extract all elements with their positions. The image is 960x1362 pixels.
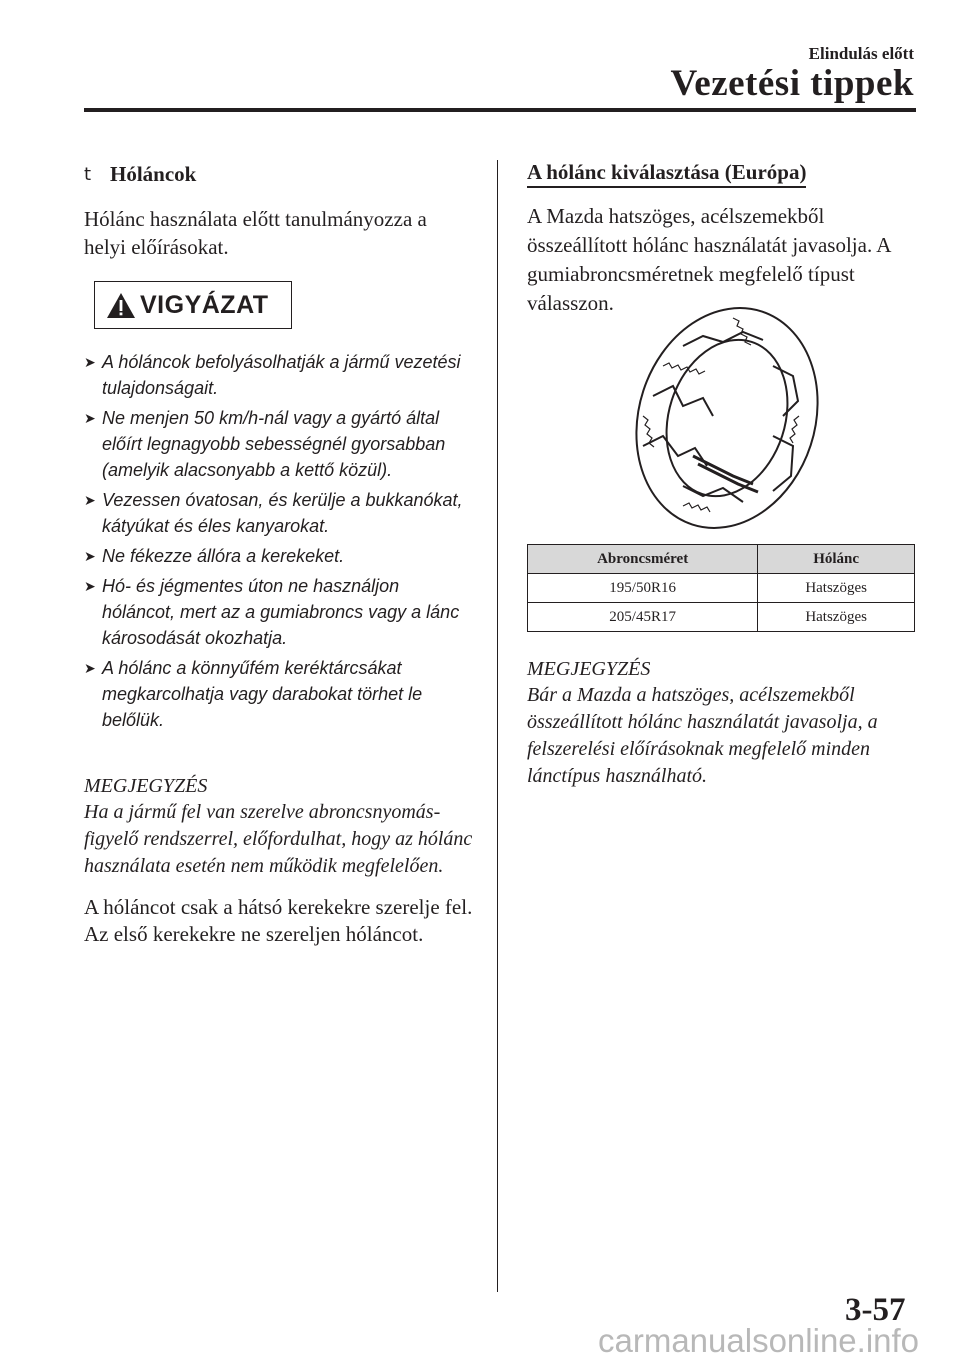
column-divider	[497, 160, 498, 1292]
column-header: Abroncsméret	[528, 545, 758, 574]
table-cell: 195/50R16	[528, 574, 758, 603]
note-title: MEGJEGYZÉS	[527, 658, 651, 680]
caution-item-text: Ne menjen 50 km/h-nál vagy a gyártó által előírt legnagyobb sebességnél gyorsabban (amelyik alacsonyabb a kettő közül).	[102, 408, 446, 480]
caution-box	[94, 281, 292, 329]
note-text: Bár a Mazda a hatszöges, acélszemekből összeállított hólánc használatát javasolja, a felszerelési előírásoknak megfelelő minden lánctípus használható.	[527, 684, 878, 787]
column-header: Hólánc	[758, 545, 915, 574]
arrow-bullet-icon: ➤	[84, 410, 96, 426]
caution-item-text: A hólánc a könnyűfém keréktárcsákat megkarcolhatja vagy darabokat törhet le belőlük.	[102, 658, 423, 730]
table-cell: Hatszöges	[758, 574, 915, 603]
right-note	[527, 656, 927, 790]
table-row	[528, 574, 915, 603]
paragraph-front-wheels: Az első kerekekre ne szereljen hóláncot.	[84, 922, 424, 946]
caution-item	[84, 573, 474, 651]
arrow-bullet-icon: ➤	[84, 578, 96, 594]
arrow-bullet-icon: ➤	[84, 548, 96, 564]
right-column	[527, 160, 917, 318]
caution-item	[84, 543, 474, 569]
table-header-row	[528, 545, 915, 574]
paragraph-rear-wheels: A hóláncot csak a hátsó kerekekre szerelje fel.	[84, 895, 473, 919]
left-column	[84, 160, 474, 948]
selection-paragraph: A Mazda hatszöges, acélszemekből összeállított hólánc használatát javasolja. A gumiabroncsméretnek megfelelő típust válasszon.	[527, 204, 891, 315]
section-heading	[84, 162, 474, 187]
arrow-bullet-icon: ➤	[84, 660, 96, 676]
note-text: Ha a jármű fel van szerelve abroncsnyomás-figyelő rendszerrel, előfordulhat, hogy az hólánc használata esetén nem működik megfelelően.	[84, 801, 473, 877]
section-heading-text: Hóláncok	[110, 162, 197, 186]
note-title: MEGJEGYZÉS	[84, 775, 208, 797]
snow-chain-illustration	[623, 306, 823, 532]
page-number: 3-57	[845, 1292, 906, 1328]
subsection-heading: A hólánc kiválasztása (Európa)	[527, 160, 806, 188]
table-row	[528, 603, 915, 632]
caution-item-text: Hó- és jégmentes úton ne használjon hóláncot, mert az a gumiabroncs vagy a lánc károsodását okozhatja.	[102, 576, 460, 648]
caution-item-text: Vezessen óvatosan, és kerülje a bukkanókat, kátyúkat és éles kanyarokat.	[102, 490, 463, 536]
caution-item	[84, 405, 474, 483]
page-title: Vezetési tippek	[670, 63, 914, 104]
table-cell: Hatszöges	[758, 603, 915, 632]
header-rule	[84, 108, 916, 112]
table-cell: 205/45R17	[528, 603, 758, 632]
caution-list	[84, 349, 474, 733]
arrow-bullet-icon: ➤	[84, 354, 96, 370]
caution-item	[84, 349, 474, 401]
header-section-label: Elindulás előtt	[808, 44, 914, 63]
caution-item	[84, 487, 474, 539]
tire-chain-table	[527, 544, 915, 632]
section-marker: t	[84, 164, 92, 185]
caution-item	[84, 655, 474, 733]
caution-item-text: A hóláncok befolyásolhatják a jármű vezetési tulajdonságait.	[102, 352, 461, 398]
watermark: carmanualsonline.info	[598, 1322, 920, 1359]
warning-triangle-icon	[106, 292, 136, 319]
intro-paragraph: Hólánc használata előtt tanulmányozza a helyi előírásokat.	[84, 207, 427, 259]
caution-label: VIGYÁZAT	[140, 290, 269, 319]
caution-item-text: Ne fékezze állóra a kerekeket.	[102, 546, 345, 566]
arrow-bullet-icon: ➤	[84, 492, 96, 508]
